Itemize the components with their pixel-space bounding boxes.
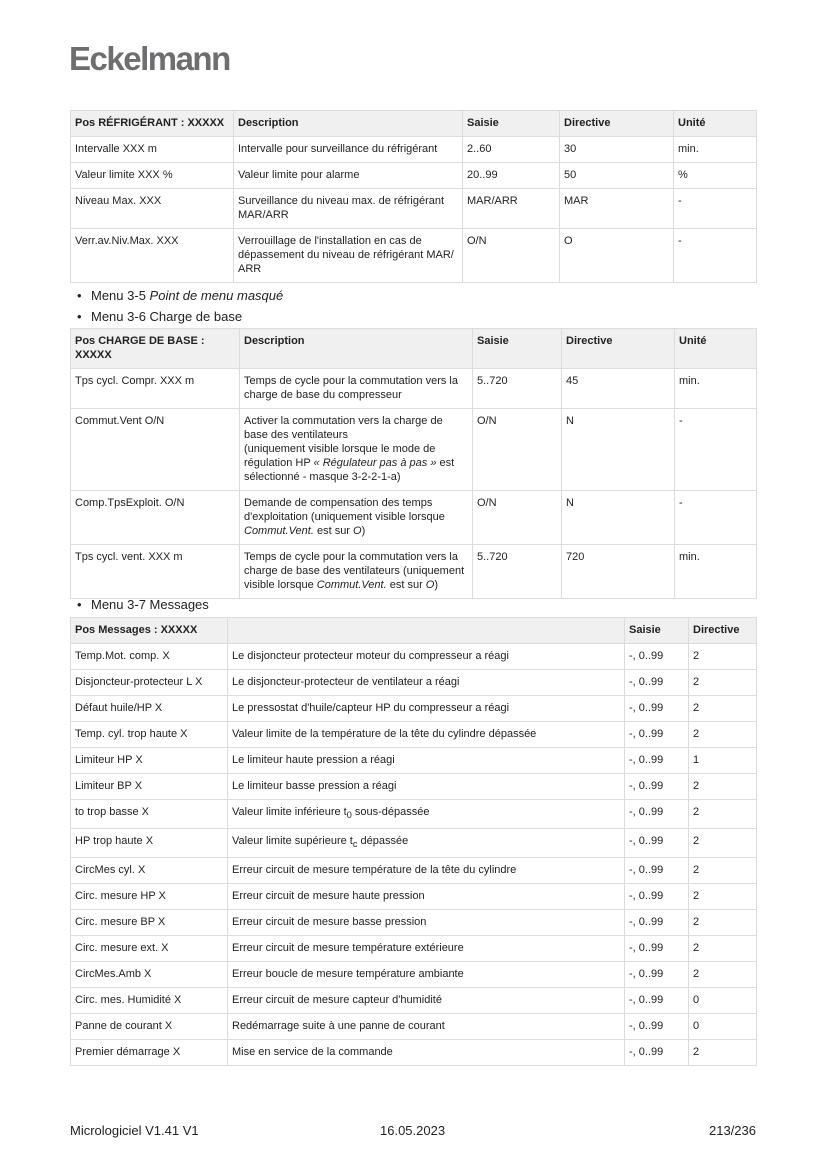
cell-directive: O [560, 229, 674, 283]
footer-page-number: 213/236 [709, 1123, 756, 1138]
cell-directive: 1 [689, 748, 757, 774]
cell-directive: 0 [689, 988, 757, 1014]
cell-desc [228, 774, 625, 800]
cell-desc [228, 696, 625, 722]
table-row [71, 409, 757, 491]
table-row [71, 1040, 757, 1066]
description-text: Valeur limite supérieure t [232, 835, 353, 848]
description-text: Le pressostat d'huile/capteur HP du compresseur a réagi [232, 702, 510, 714]
cell-pos: Niveau Max. XXX [71, 189, 234, 229]
cell-directive: 2 [689, 858, 757, 884]
cell-directive: 30 [560, 137, 674, 163]
description-text: est sur [386, 579, 426, 591]
table-row [71, 369, 757, 409]
cell-unit: min. [675, 369, 757, 409]
column-header: Saisie [625, 618, 689, 644]
description-text: c [352, 839, 358, 850]
cell-saisie: -, 0..99 [625, 670, 689, 696]
table-row [71, 1014, 757, 1040]
cell-directive: 2 [689, 670, 757, 696]
cell-pos: Circ. mesure HP X [71, 884, 228, 910]
description-text: Erreur circuit de mesure basse pression [232, 916, 427, 929]
cell-desc [228, 936, 625, 962]
cell-pos: Temp. cyl. trop haute X [71, 722, 228, 748]
column-header: Unité [674, 111, 757, 137]
description-text: Valeur limite inférieure t [232, 806, 347, 818]
bullet: • [77, 309, 82, 324]
cell-saisie: 5..720 [473, 369, 562, 409]
cell-desc [234, 189, 463, 229]
cell-directive: N [562, 491, 675, 545]
description-text: Erreur circuit de mesure haute pression [232, 890, 425, 903]
table-row [71, 163, 757, 189]
cell-saisie: 5..720 [473, 545, 562, 599]
cell-saisie: 20..99 [463, 163, 560, 189]
cell-desc [228, 910, 625, 936]
column-header: Pos Messages : XXXXX [71, 618, 228, 644]
cell-pos: Commut.Vent O/N [71, 409, 240, 491]
column-header: Unité [675, 329, 757, 369]
description-text: Le disjoncteur-protecteur de ventilateur a réagi [232, 676, 460, 688]
cell-saisie: -, 0..99 [625, 884, 689, 910]
table-row [71, 829, 757, 858]
cell-directive: 50 [560, 163, 674, 189]
cell-saisie: -, 0..99 [625, 858, 689, 884]
cell-directive: 2 [689, 800, 757, 829]
description-text: Temps de cycle pour la commutation vers la charge de base du compresseur [244, 375, 458, 401]
cell-saisie: -, 0..99 [625, 910, 689, 936]
table-row [71, 800, 757, 829]
column-header: Directive [560, 111, 674, 137]
cell-directive: MAR [560, 189, 674, 229]
cell-pos: Tps cycl. Compr. XXX m [71, 369, 240, 409]
cell-pos: CircMes cyl. X [71, 858, 228, 884]
cell-pos: Premier démarrage X [71, 1040, 228, 1066]
table-row [71, 748, 757, 774]
cell-desc [234, 137, 463, 163]
cell-unit: - [674, 229, 757, 283]
table-row [71, 884, 757, 910]
column-header: Description [240, 329, 473, 369]
cell-pos: Limiteur HP X [71, 748, 228, 774]
cell-pos: Valeur limite XXX % [71, 163, 234, 189]
cell-pos: Panne de courant X [71, 1014, 228, 1040]
eckelmann-logo: Eckelmann [69, 40, 230, 77]
cell-directive: 2 [689, 829, 757, 858]
cell-pos: Intervalle XXX m [71, 137, 234, 163]
cell-directive: 720 [562, 545, 675, 599]
menu-title: Menu 3-6 Charge de base [91, 309, 243, 324]
cell-directive: 2 [689, 696, 757, 722]
description-text: Verrouillage de l'installation en cas de dépassement du niveau de réfrigérant MAR/ ARR [238, 235, 454, 275]
column-header: Saisie [473, 329, 562, 369]
cell-desc [228, 988, 625, 1014]
cell-desc [228, 884, 625, 910]
menu-3-5-heading [77, 288, 283, 303]
description-text: O [425, 579, 435, 591]
table-row [71, 137, 757, 163]
cell-saisie: -, 0..99 [625, 696, 689, 722]
cell-pos: HP trop haute X [71, 829, 228, 858]
cell-directive: 2 [689, 644, 757, 670]
cell-saisie: -, 0..99 [625, 962, 689, 988]
cell-saisie: O/N [473, 491, 562, 545]
cell-saisie: 2..60 [463, 137, 560, 163]
description-text: O [353, 525, 362, 537]
cell-saisie: -, 0..99 [625, 1014, 689, 1040]
cell-saisie: -, 0..99 [625, 722, 689, 748]
column-header [228, 618, 625, 644]
description-text: ) [361, 525, 366, 537]
table-header-row [71, 329, 757, 369]
cell-directive: N [562, 409, 675, 491]
cell-unit: min. [674, 137, 757, 163]
description-text: Le disjoncteur protecteur moteur du compresseur a réagi [232, 650, 509, 662]
cell-unit: - [675, 491, 757, 545]
description-text: Intervalle pour surveillance du réfrigérant [238, 143, 438, 155]
description-text: dépassée [357, 835, 409, 848]
footer-date: 16.05.2023 [380, 1123, 446, 1138]
table-row [71, 696, 757, 722]
refrigerant-table [70, 110, 757, 283]
cell-pos: Tps cycl. vent. XXX m [71, 545, 240, 599]
cell-directive: 2 [689, 1040, 757, 1066]
column-header: Directive [562, 329, 675, 369]
cell-desc [228, 644, 625, 670]
column-header: Saisie [463, 111, 560, 137]
cell-saisie: -, 0..99 [625, 774, 689, 800]
cell-desc [240, 491, 473, 545]
cell-pos: Verr.av.Niv.Max. XXX [71, 229, 234, 283]
table-header-row [71, 618, 757, 644]
cell-desc [240, 409, 473, 491]
cell-pos: to trop basse X [71, 800, 228, 829]
column-header: Directive [689, 618, 757, 644]
cell-unit: min. [675, 545, 757, 599]
cell-pos: Disjoncteur-protecteur L X [71, 670, 228, 696]
cell-pos: Circ. mesure BP X [71, 910, 228, 936]
table-row [71, 189, 757, 229]
table-row [71, 910, 757, 936]
cell-desc [228, 670, 625, 696]
description-text: Erreur circuit de mesure température de la tête du cylindre [232, 864, 517, 877]
cell-desc [234, 229, 463, 283]
bullet: • [77, 288, 82, 303]
table-row [71, 545, 757, 599]
cell-desc [228, 800, 625, 829]
cell-desc [228, 722, 625, 748]
cell-saisie: -, 0..99 [625, 829, 689, 858]
menu-3-6-heading [77, 309, 242, 324]
table-row [71, 491, 757, 545]
menu-title: Point de menu masqué [149, 288, 284, 303]
table-row [71, 644, 757, 670]
cell-directive: 0 [689, 1014, 757, 1040]
column-header: Pos RÉFRIGÉRANT : XXXXX [71, 111, 234, 137]
cell-pos: Circ. mes. Humidité X [71, 988, 228, 1014]
cell-pos: Limiteur BP X [71, 774, 228, 800]
description-text: « Régulateur pas à pas » [313, 457, 437, 469]
description-text: sous-dépassée [351, 806, 430, 818]
menu-number: Menu 3-5 [91, 288, 150, 303]
cell-saisie: O/N [463, 229, 560, 283]
cell-directive: 2 [689, 774, 757, 800]
cell-pos: Comp.TpsExploit. O/N [71, 491, 240, 545]
cell-directive: 2 [689, 884, 757, 910]
cell-desc [228, 829, 625, 858]
cell-desc [228, 962, 625, 988]
cell-saisie: -, 0..99 [625, 988, 689, 1014]
table-header-row [71, 111, 757, 137]
bullet: • [77, 597, 82, 612]
cell-desc [240, 545, 473, 599]
description-text: Le limiteur basse pression a réagi [232, 780, 397, 792]
cell-saisie: -, 0..99 [625, 644, 689, 670]
cell-saisie: -, 0..99 [625, 748, 689, 774]
cell-desc [228, 1040, 625, 1066]
description-text: Activer la commutation vers la charge de base des ventilateurs (uniquement visible lorsque le mode de régulation HP [244, 415, 443, 469]
description-text: Valeur limite de la température de la tête du cylindre dépassée [232, 728, 537, 740]
description-text: ) [434, 579, 439, 591]
description-text: Redémarrage suite à une panne de courant [232, 1020, 445, 1033]
column-header: Description [234, 111, 463, 137]
description-text: Erreur circuit de mesure capteur d'humidité [232, 994, 442, 1007]
column-header: Pos CHARGE DE BASE : XXXXX [71, 329, 240, 369]
cell-desc [228, 1014, 625, 1040]
description-text: Mise en service de la commande [232, 1046, 393, 1059]
menu-3-7-heading [77, 597, 209, 612]
table-row [71, 774, 757, 800]
table-row [71, 858, 757, 884]
cell-directive: 2 [689, 910, 757, 936]
cell-saisie: -, 0..99 [625, 936, 689, 962]
cell-desc [228, 748, 625, 774]
description-text: Commut.Vent. [316, 579, 387, 591]
description-text: Erreur boucle de mesure température ambiante [232, 968, 464, 981]
table-row [71, 722, 757, 748]
cell-saisie: O/N [473, 409, 562, 491]
description-text: Valeur limite pour alarme [238, 169, 360, 181]
table-row [71, 229, 757, 283]
cell-pos: Temp.Mot. comp. X [71, 644, 228, 670]
description-text: Commut.Vent. [244, 525, 314, 537]
cell-directive: 2 [689, 722, 757, 748]
footer-firmware: Micrologiciel V1.41 V1 [70, 1123, 199, 1138]
cell-unit: % [674, 163, 757, 189]
description-text: 0 [346, 810, 352, 821]
cell-saisie: -, 0..99 [625, 800, 689, 829]
cell-saisie: MAR/ARR [463, 189, 560, 229]
description-text: Surveillance du niveau max. de réfrigérant MAR/ARR [238, 195, 445, 221]
description-text: est sélectionné - masque 3-2-2-1-a) [244, 457, 455, 483]
cell-desc [234, 163, 463, 189]
cell-unit: - [674, 189, 757, 229]
cell-pos: CircMes.Amb X [71, 962, 228, 988]
table-row [71, 962, 757, 988]
description-text: Erreur circuit de mesure température extérieure [232, 942, 464, 955]
table-row [71, 988, 757, 1014]
base-load-table [70, 328, 757, 599]
description-text: Le limiteur haute pression a réagi [232, 754, 395, 766]
menu-title: Menu 3-7 Messages [91, 597, 209, 612]
cell-directive: 2 [689, 936, 757, 962]
description-text: Temps de cycle pour la commutation vers la charge de base des ventilateurs (uniquement visible lorsque [244, 551, 465, 591]
table-row [71, 936, 757, 962]
description-text: Demande de compensation des temps d'exploitation (uniquement visible lorsque [244, 497, 445, 523]
cell-directive: 45 [562, 369, 675, 409]
cell-unit: - [675, 409, 757, 491]
cell-desc [228, 858, 625, 884]
cell-pos: Circ. mesure ext. X [71, 936, 228, 962]
cell-saisie: -, 0..99 [625, 1040, 689, 1066]
table-row [71, 670, 757, 696]
description-text: est sur [313, 525, 354, 537]
messages-table [70, 617, 757, 1066]
cell-directive: 2 [689, 962, 757, 988]
cell-pos: Défaut huile/HP X [71, 696, 228, 722]
cell-desc [240, 369, 473, 409]
